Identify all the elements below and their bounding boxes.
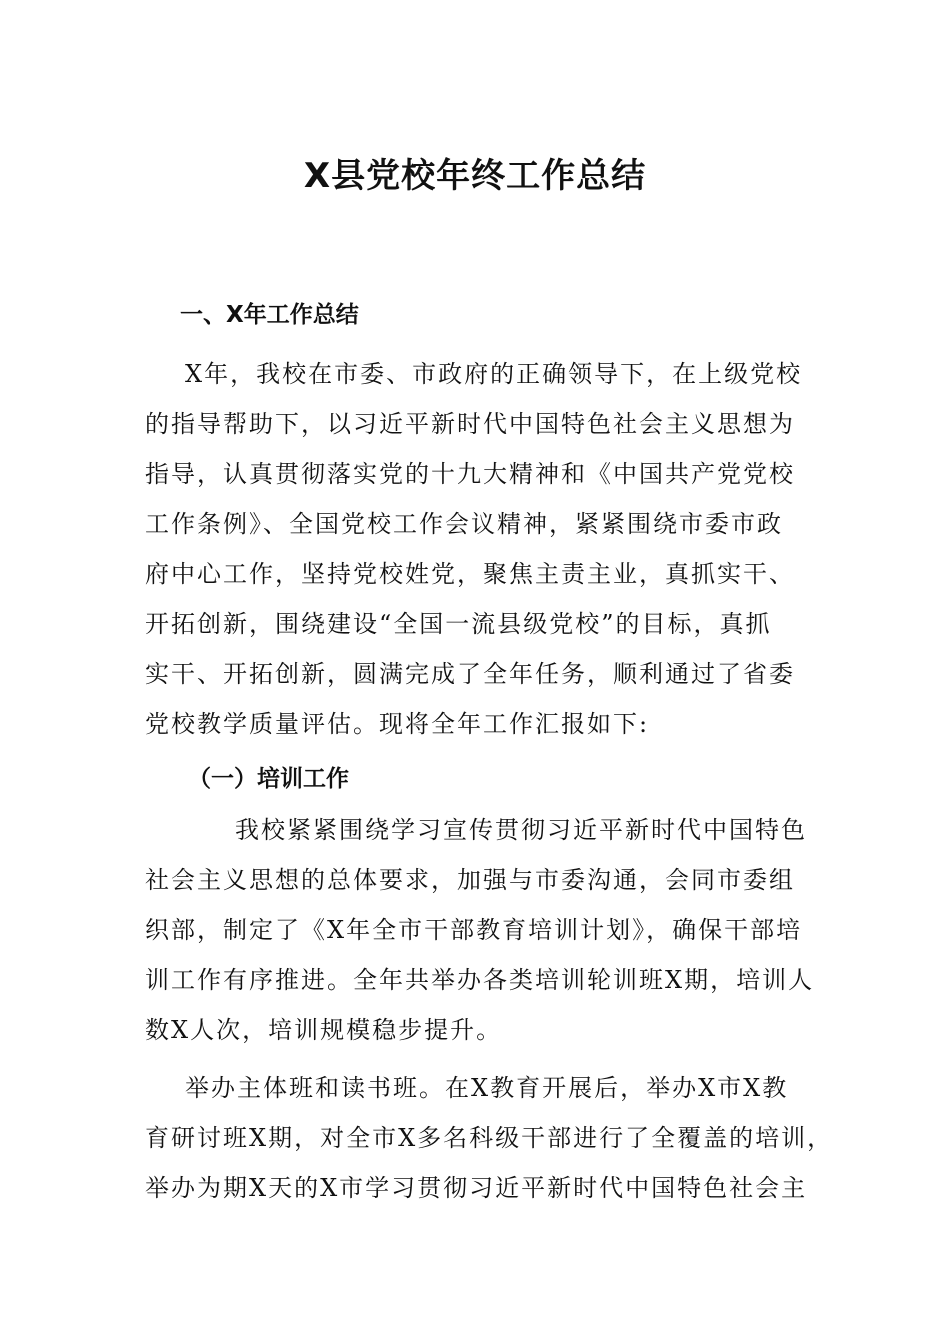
text-line: 训工作有序推进。全年共举办各类培训轮训班X期，培训人: [145, 966, 815, 994]
text-line: 社会主义思想的总体要求，加强与市委沟通，会同市委组: [145, 866, 795, 894]
text-line: 我校紧紧围绕学习宣传贯彻习近平新时代中国特色: [235, 816, 807, 844]
text-line: X年，我校在市委、市政府的正确领导下，在上级党校: [185, 360, 803, 388]
section-heading-1: 一、X年工作总结: [180, 302, 359, 328]
text-line: 党校教学质量评估。现将全年工作汇报如下:: [145, 710, 650, 738]
paragraph-3: [145, 1063, 834, 1213]
paragraph-2: [145, 805, 815, 1055]
text-line: 实干、开拓创新，圆满完成了全年任务，顺利通过了省委: [145, 660, 795, 688]
text-line: 举办为期X天的X市学习贯彻习近平新时代中国特色社会主: [145, 1174, 808, 1202]
text-line: 开拓创新，围绕建设“全国一流县级党校”的目标，真抓: [145, 610, 772, 638]
paragraph-1: [145, 349, 815, 749]
document-title: X县党校年终工作总结: [303, 156, 647, 196]
text-line: 工作条例》、全国党校工作会议精神，紧紧围绕市委市政: [145, 510, 783, 538]
text-line: 举办主体班和读书班。在X教育开展后，举办X市X教: [185, 1074, 789, 1102]
text-line: 织部，制定了《X年全市干部教育培训计划》，确保干部培: [145, 916, 803, 944]
text-line: 指导，认真贯彻落实党的十九大精神和《中国共产党党校: [145, 460, 795, 488]
text-line: 数X人次，培训规模稳步提升。: [145, 1016, 503, 1044]
text-line: 的指导帮助下，以习近平新时代中国特色社会主义思想为: [145, 410, 795, 438]
text-line: 育研讨班X期，对全市X多名科级干部进行了全覆盖的培训，: [145, 1124, 834, 1152]
text-line: 府中心工作，坚持党校姓党，聚焦主责主业，真抓实干、: [145, 560, 795, 588]
subsection-heading-1: （一）培训工作: [188, 766, 349, 792]
